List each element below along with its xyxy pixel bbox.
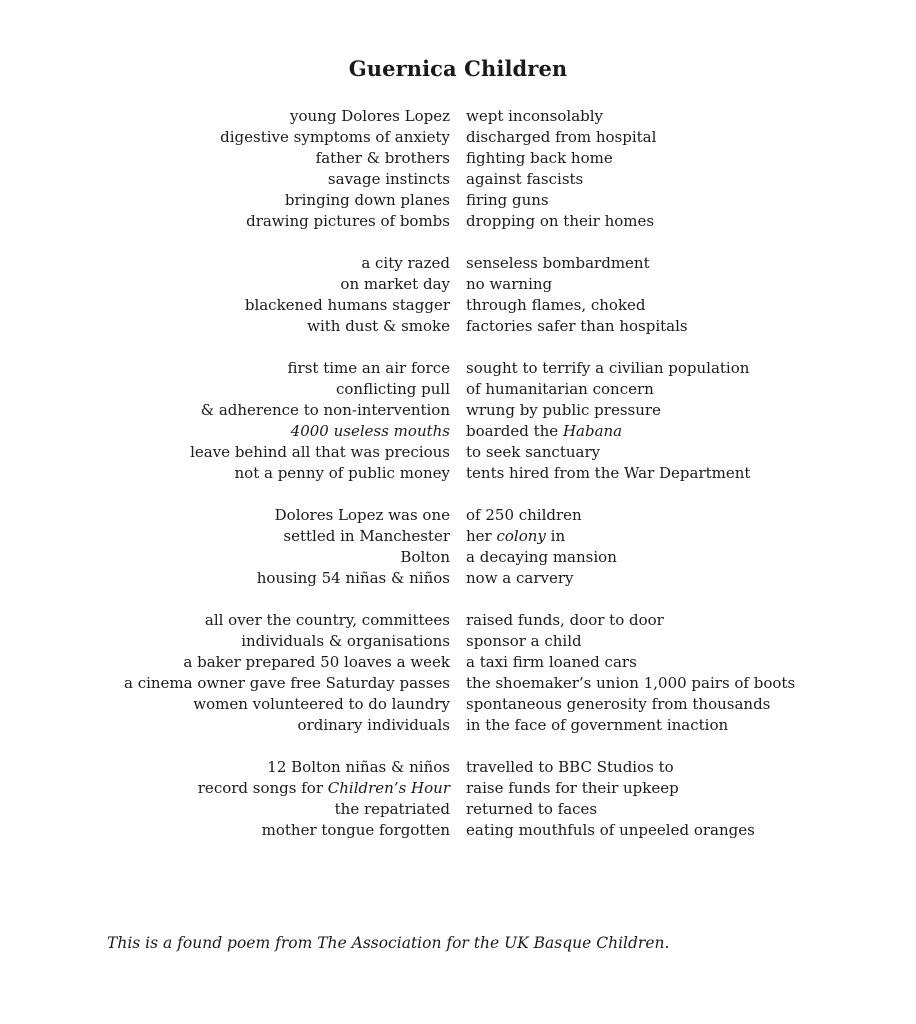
poem-line-left: a city razed — [361, 254, 450, 272]
poem-line-right: the shoemaker’s union 1,000 pairs of boots — [466, 674, 796, 692]
poem-line — [0, 799, 916, 820]
poem-line — [0, 463, 916, 484]
stanza — [0, 253, 916, 337]
poem-line-right — [466, 526, 565, 547]
poem-line-right: wrung by public pressure — [466, 401, 661, 419]
poem-line-right: factories safer than hospitals — [466, 317, 688, 335]
poem-line-left: Bolton — [400, 548, 450, 566]
stanza — [0, 358, 916, 484]
poem-line — [0, 610, 916, 631]
poem-line-right: in the face of government inaction — [466, 716, 729, 734]
poem-line — [0, 547, 916, 568]
stanza — [0, 106, 916, 232]
poem-line-left: a cinema owner gave free Saturday passes — [123, 674, 450, 692]
poem-line-left: 12 Bolton niñas & niños — [267, 758, 450, 776]
text-segment: in — [545, 527, 566, 545]
stanza — [0, 610, 916, 736]
text-segment: record songs for — [197, 779, 328, 797]
poem-line — [0, 505, 916, 526]
poem-line — [0, 631, 916, 652]
poem-line-right: no warning — [466, 275, 553, 293]
poem-line-right: sought to terrify a civilian population — [466, 359, 750, 377]
poem-line — [0, 652, 916, 673]
poem-line-left: digestive symptoms of anxiety — [220, 128, 450, 146]
poem-line — [0, 316, 916, 337]
poem-line-left: bringing down planes — [284, 191, 450, 209]
poem-line — [0, 673, 916, 694]
poem-line-right: through flames, choked — [466, 296, 646, 314]
poem-line-right: eating mouthfuls of unpeeled oranges — [466, 821, 755, 839]
poem-line — [0, 190, 916, 211]
poem-line-right: against fascists — [466, 170, 584, 188]
poem-line-right: a decaying mansion — [466, 548, 617, 566]
poem-line-left: a baker prepared 50 loaves a week — [183, 653, 450, 671]
poem-line-left: mother tongue forgotten — [261, 821, 450, 839]
poem-line — [0, 106, 916, 127]
poem-body — [0, 106, 916, 862]
poem-line — [0, 379, 916, 400]
poem-line — [0, 253, 916, 274]
poem-line-left: leave behind all that was precious — [190, 443, 450, 461]
poem-line-left: housing 54 niñas & niños — [256, 569, 450, 587]
poem-line — [0, 568, 916, 589]
stanza — [0, 757, 916, 841]
poem-line-left: conflicting pull — [335, 380, 450, 398]
italic-word: Habana — [562, 422, 623, 440]
poem-line-right: raise funds for their upkeep — [466, 779, 679, 797]
italic-title: Children’s Hour — [327, 779, 450, 797]
poem-line — [0, 715, 916, 736]
poem-line-right: sponsor a child — [466, 632, 582, 650]
poem-line-left: first time an air force — [287, 359, 450, 377]
poem-line-right: fighting back home — [466, 149, 613, 167]
poem-line — [0, 820, 916, 841]
poem-line-left: & adherence to non-intervention — [200, 401, 450, 419]
poem-line-left: Dolores Lopez was one — [274, 506, 450, 524]
poem-line-left: all over the country, committees — [204, 611, 450, 629]
poem-line — [0, 694, 916, 715]
poem-line-left — [198, 778, 450, 799]
poem-line-left: drawing pictures of bombs — [246, 212, 450, 230]
poem-line-right: wept inconsolably — [466, 107, 604, 125]
poem-line-right: discharged from hospital — [466, 128, 657, 146]
poem-line — [0, 778, 916, 799]
poem-line-left: blackened humans stagger — [244, 296, 450, 314]
poem-line — [0, 169, 916, 190]
poem-line — [0, 526, 916, 547]
poem-line — [0, 274, 916, 295]
text-segment: boarded the — [466, 422, 563, 440]
italic-word: colony — [496, 527, 546, 545]
poem-line-right: spontaneous generosity from thousands — [466, 695, 771, 713]
poem-line-left: with dust & smoke — [307, 317, 450, 335]
poem-line — [0, 211, 916, 232]
stanza — [0, 505, 916, 589]
poem-line-left: 4000 useless mouths — [290, 422, 450, 440]
poem-line — [0, 400, 916, 421]
poem-line-right: travelled to BBC Studios to — [466, 758, 674, 776]
poem-line — [0, 421, 916, 442]
poem-line-right: a taxi firm loaned cars — [466, 653, 637, 671]
poem-line-right: tents hired from the War Department — [466, 464, 751, 482]
poem-line — [0, 127, 916, 148]
poem-line — [0, 442, 916, 463]
poem-line-left: father & brothers — [315, 149, 450, 167]
poem-line-left: the repatriated — [334, 800, 450, 818]
poem-line-left: not a penny of public money — [234, 464, 450, 482]
poem-line — [0, 148, 916, 169]
poem-line-right: senseless bombardment — [466, 254, 650, 272]
poem-line-left: on market day — [340, 275, 450, 293]
poem-line-right: to seek sanctuary — [466, 443, 601, 461]
poem-line-left: savage instincts — [327, 170, 450, 188]
poem-line-right: dropping on their homes — [466, 212, 655, 230]
poem-line-left: settled in Manchester — [283, 527, 450, 545]
poem-line-left: ordinary individuals — [297, 716, 450, 734]
poem-line — [0, 358, 916, 379]
poem-line-right: returned to faces — [466, 800, 598, 818]
poem-line-left: young Dolores Lopez — [290, 107, 450, 125]
poem-line-right — [466, 421, 622, 442]
poem-line — [0, 757, 916, 778]
poem-line-right: of 250 children — [466, 506, 582, 524]
poem-line-left: women volunteered to do laundry — [193, 695, 450, 713]
poem-title: Guernica Children — [348, 56, 568, 81]
poem-line-left: individuals & organisations — [241, 632, 450, 650]
poem-line-right: raised funds, door to door — [466, 611, 664, 629]
text-segment: her — [466, 527, 497, 545]
poem-line-right: of humanitarian concern — [466, 380, 654, 398]
poem-line-right: firing guns — [466, 191, 549, 209]
footnote: This is a found poem from The Association for the UK Basque Children. — [107, 934, 670, 952]
poem-line — [0, 295, 916, 316]
poem-line-right: now a carvery — [466, 569, 574, 587]
